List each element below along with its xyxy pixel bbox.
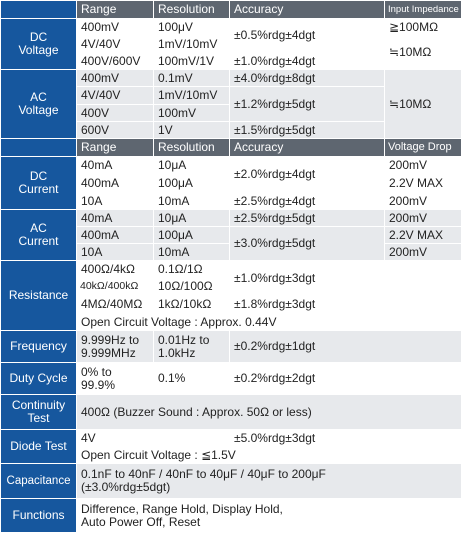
dc-current-resolution: 10mA xyxy=(154,193,230,210)
header-accuracy: Accuracy xyxy=(230,139,385,157)
ac-current-range: 40mA xyxy=(77,210,154,227)
ac-current-resolution: 100μA xyxy=(154,227,230,244)
frequency-row xyxy=(1,331,461,363)
ac-voltage-range: 400mV xyxy=(77,70,154,87)
diode-range: 4V xyxy=(77,430,230,447)
ac-current-range: 10A xyxy=(77,244,154,261)
ac-voltage-range: 400V xyxy=(77,105,154,122)
resistance-row xyxy=(1,261,461,278)
dc-current-row xyxy=(1,157,461,175)
dc-current-accuracy: ±2.0%rdg±4dgt xyxy=(230,157,385,193)
dc-current-range: 40mA xyxy=(77,157,154,175)
dc-voltage-range: 400mV xyxy=(77,19,154,36)
duty-cycle-resolution: 0.1% xyxy=(154,363,230,395)
ac-voltage-range: 600V xyxy=(77,122,154,139)
header-input-impedance: Input Impedance xyxy=(385,1,461,19)
dc-voltage-impedance: ≒10MΩ xyxy=(385,36,461,70)
header-resolution: Resolution xyxy=(154,139,230,157)
resistance-range: 400Ω/4kΩ xyxy=(77,261,154,278)
diode-open-circuit: Open Circuit Voltage : ≦1.5V xyxy=(77,447,461,464)
header-range: Range xyxy=(77,139,154,157)
ac-voltage-accuracy: ±4.0%rdg±8dgt xyxy=(230,70,385,87)
dc-voltage-accuracy: ±0.5%rdg±4dgt xyxy=(230,19,385,53)
continuity-label: Continuity Test xyxy=(1,395,77,430)
ac-voltage-accuracy: ±1.2%rdg±5dgt xyxy=(230,87,385,122)
header-voltage-drop: Voltage Drop xyxy=(385,139,461,157)
resistance-accuracy: ±1.0%rdg±3dgt xyxy=(230,261,461,296)
dc-voltage-resolution: 100mV/1V xyxy=(154,53,230,70)
dc-current-resolution: 10μA xyxy=(154,157,230,175)
dc-voltage-impedance: ≧100MΩ xyxy=(385,19,461,36)
diode-accuracy: ±5.0%rdg±3dgt xyxy=(230,430,461,447)
dc-voltage-range: 400V/600V xyxy=(77,53,154,70)
dc-current-resolution: 100μA xyxy=(154,175,230,193)
dc-current-range: 400mA xyxy=(77,175,154,193)
functions-value: Difference, Range Hold, Display Hold, Auto Power Off, Reset xyxy=(77,499,461,533)
dc-voltage-resolution: 100μV xyxy=(154,19,230,36)
functions-row xyxy=(1,499,461,533)
ac-voltage-resolution: 100mV xyxy=(154,105,230,122)
ac-current-accuracy: ±3.0%rdg±5dgt xyxy=(230,227,385,261)
resistance-resolution: 1kΩ/10kΩ xyxy=(154,296,230,314)
frequency-label: Frequency xyxy=(1,331,77,363)
dc-voltage-row xyxy=(1,19,461,36)
dc-voltage-resolution: 1mV/10mV xyxy=(154,36,230,53)
resistance-accuracy: ±1.8%rdg±3dgt xyxy=(230,296,461,314)
header-blank xyxy=(1,1,77,19)
dc-current-accuracy: ±2.5%rdg±4dgt xyxy=(230,193,385,210)
ac-current-label: AC Current xyxy=(1,210,77,261)
capacitance-row xyxy=(1,464,461,499)
dc-voltage-accuracy: ±1.0%rdg±4dgt xyxy=(230,53,385,70)
continuity-value: 400Ω (Buzzer Sound : Approx. 50Ω or less) xyxy=(77,395,461,430)
ac-voltage-row xyxy=(1,70,461,87)
resistance-resolution: 10Ω/100Ω xyxy=(154,278,230,296)
ac-current-row xyxy=(1,210,461,227)
functions-label: Functions xyxy=(1,499,77,533)
frequency-range: 9.999Hz to 9.999MHz xyxy=(77,331,154,363)
dc-current-drop: 2.2V MAX xyxy=(385,175,461,193)
duty-cycle-row xyxy=(1,363,461,395)
ac-voltage-resolution: 1mV/10mV xyxy=(154,87,230,105)
resistance-range: 40kΩ/400kΩ xyxy=(77,278,154,296)
duty-cycle-range: 0% to 99.9% xyxy=(77,363,154,395)
dc-current-range: 10A xyxy=(77,193,154,210)
capacitance-value: 0.1nF to 40nF / 40nF to 40μF / 40μF to 200μF (±3.0%rdg±5dgt) xyxy=(77,464,461,499)
ac-current-accuracy: ±2.5%rdg±5dgt xyxy=(230,210,385,227)
ac-voltage-impedance: ≒10MΩ xyxy=(385,70,461,139)
frequency-resolution: 0.01Hz to 1.0kHz xyxy=(154,331,230,363)
frequency-accuracy: ±0.2%rdg±1dgt xyxy=(230,331,461,363)
resistance-open-circuit: Open Circuit Voltage : Approx. 0.44V xyxy=(77,314,461,331)
ac-current-drop: 200mV xyxy=(385,210,461,227)
ac-current-drop: 2.2V MAX xyxy=(385,227,461,244)
dc-current-drop: 200mV xyxy=(385,157,461,175)
diode-label: Diode Test xyxy=(1,430,77,464)
capacitance-label: Capacitance xyxy=(1,464,77,499)
ac-voltage-label: AC Voltage xyxy=(1,70,77,139)
dc-current-label: DC Current xyxy=(1,157,77,210)
ac-current-range: 400mA xyxy=(77,227,154,244)
dc-voltage-label: DC Voltage xyxy=(1,19,77,70)
duty-cycle-label: Duty Cycle xyxy=(1,363,77,395)
ac-voltage-accuracy: ±1.5%rdg±5dgt xyxy=(230,122,385,139)
resistance-label: Resistance xyxy=(1,261,77,331)
dc-current-drop: 200mV xyxy=(385,193,461,210)
ac-voltage-resolution: 0.1mV xyxy=(154,70,230,87)
header-resolution: Resolution xyxy=(154,1,230,19)
header-row-current xyxy=(1,139,461,157)
header-row-voltage xyxy=(1,1,461,19)
resistance-resolution: 0.1Ω/1Ω xyxy=(154,261,230,278)
ac-voltage-resolution: 1V xyxy=(154,122,230,139)
header-range: Range xyxy=(77,1,154,19)
ac-current-resolution: 10mA xyxy=(154,244,230,261)
duty-cycle-accuracy: ±0.2%rdg±2dgt xyxy=(230,363,461,395)
ac-voltage-range: 4V/40V xyxy=(77,87,154,105)
diode-row xyxy=(1,430,461,447)
resistance-range: 4MΩ/40MΩ xyxy=(77,296,154,314)
ac-current-drop: 200mV xyxy=(385,244,461,261)
dc-voltage-range: 4V/40V xyxy=(77,36,154,53)
continuity-row xyxy=(1,395,461,430)
header-accuracy: Accuracy xyxy=(230,1,385,19)
ac-current-resolution: 10μA xyxy=(154,210,230,227)
header-blank xyxy=(1,139,77,157)
